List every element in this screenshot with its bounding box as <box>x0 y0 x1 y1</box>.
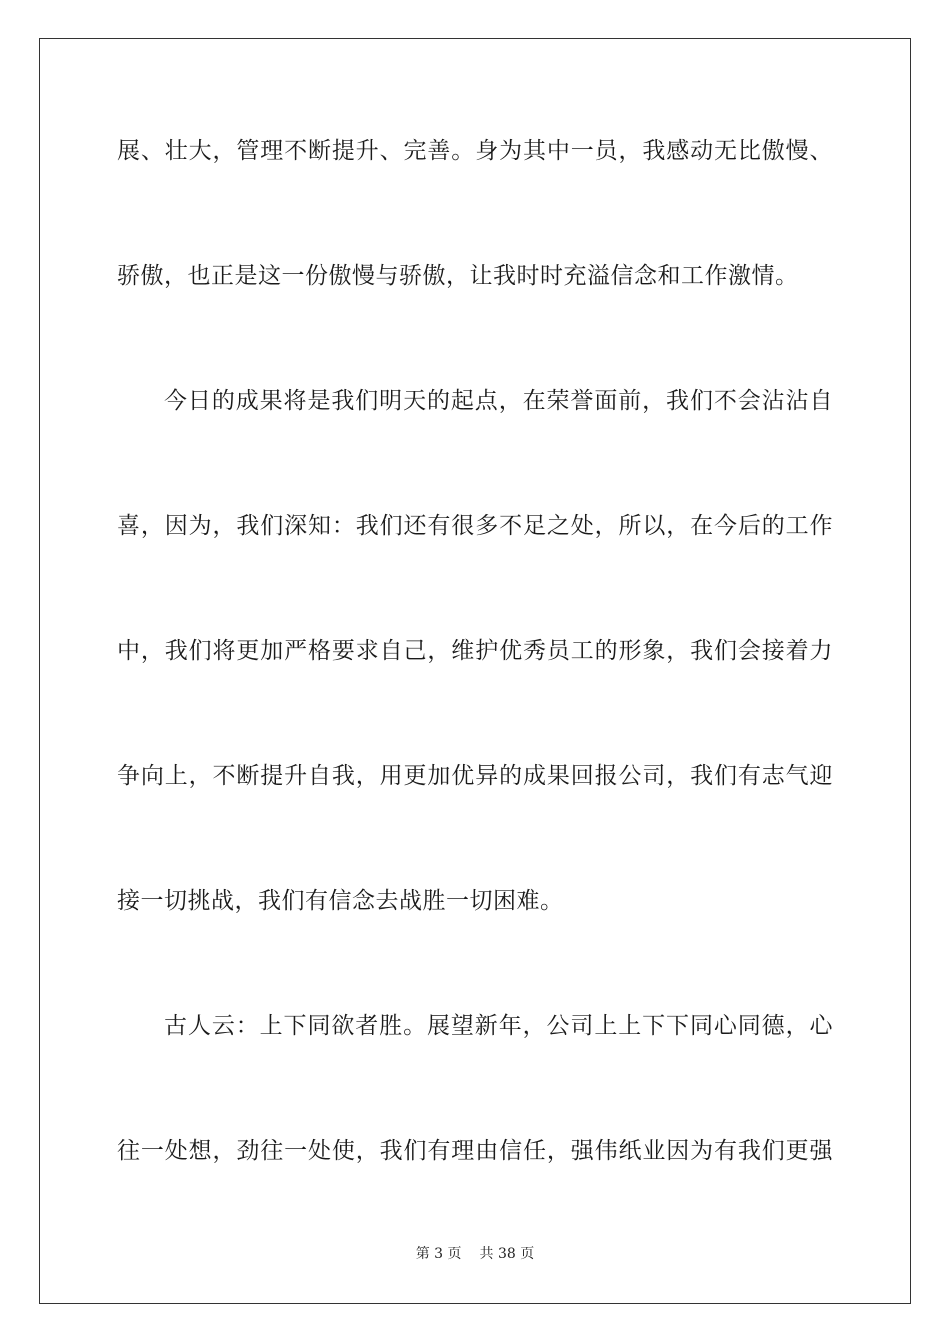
page-footer <box>0 1245 950 1263</box>
paragraph-line-6: 争向上，不断提升自我，用更加优异的成果回报公司，我们有志气迎 <box>117 763 833 789</box>
paragraph-line-9: 往一处想，劲往一处使，我们有理由信任，强伟纸业因为有我们更强 <box>117 1138 833 1164</box>
paragraph-line-5: 中，我们将更加严格要求自己，维护优秀员工的形象，我们会接着力 <box>117 638 833 664</box>
paragraph-line-1: 展、壮大，管理不断提升、完善。身为其中一员，我感动无比傲慢、 <box>117 138 833 164</box>
page-number: 第 3 页 <box>415 1246 462 1262</box>
paragraph-line-8: 古人云：上下同欲者胜。展望新年，公司上上下下同心同德，心 <box>164 1013 833 1039</box>
paragraph-line-2: 骄傲，也正是这一份傲慢与骄傲，让我时时充溢信念和工作激情。 <box>117 263 799 289</box>
page-border <box>39 38 911 1304</box>
paragraph-line-3: 今日的成果将是我们明天的起点，在荣誉面前，我们不会沾沾自 <box>164 388 833 414</box>
paragraph-line-7: 接一切挑战，我们有信念去战胜一切困难。 <box>117 888 564 914</box>
total-pages: 共 38 页 <box>479 1246 535 1262</box>
paragraph-line-4: 喜，因为，我们深知：我们还有很多不足之处，所以，在今后的工作 <box>117 513 833 539</box>
